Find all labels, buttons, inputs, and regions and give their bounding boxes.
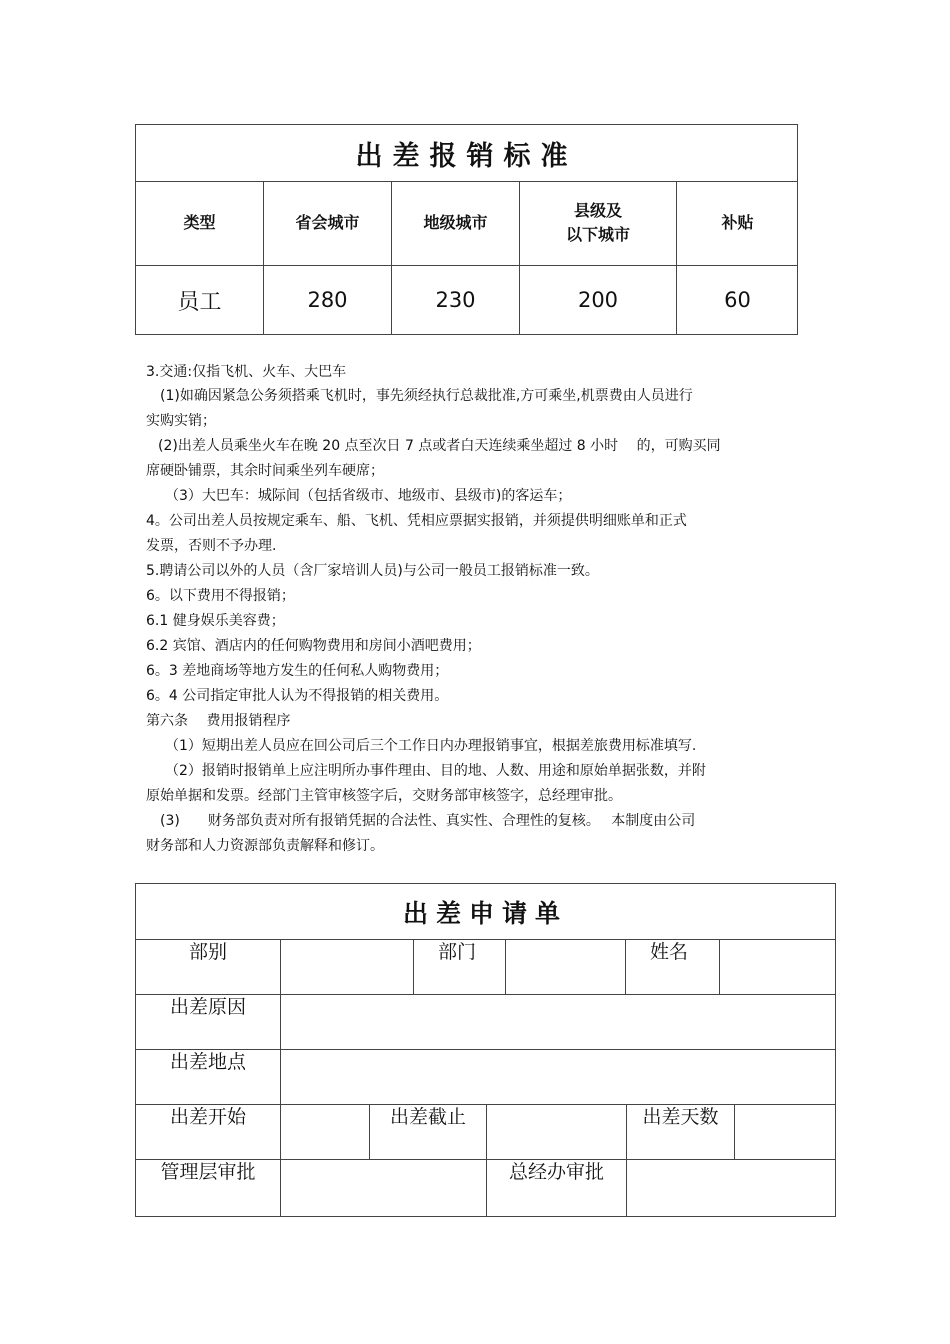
paragraph-line: 原始单据和发票。经部门主管审核签字后，交财务部审核签字，总经理审批。 bbox=[146, 788, 622, 804]
header-prefecture-city: 地级城市 bbox=[392, 181, 520, 265]
value-prefecture-city: 230 bbox=[392, 265, 520, 335]
management-approval-field[interactable] bbox=[281, 1159, 487, 1216]
gm-office-approval-field[interactable] bbox=[627, 1159, 835, 1216]
form-title: 出差申请单 bbox=[136, 884, 835, 940]
form-row-reason bbox=[136, 994, 835, 1050]
header-county-city: 县级及 以下城市 bbox=[520, 181, 677, 265]
label-management-approval: 管理层审批 bbox=[136, 1159, 281, 1216]
standard-table-header-row bbox=[136, 181, 797, 266]
end-field[interactable] bbox=[487, 1104, 627, 1159]
location-field[interactable] bbox=[281, 1049, 835, 1104]
paragraph-line: (2)出差人员乘坐火车在晚 20 点至次日 7 点或者白天连续乘坐超过 8 小时 的，可购买同 bbox=[158, 438, 721, 454]
paragraph-line: （1）短期出差人员应在回公司后三个工作日内办理报销事宜，根据差旅费用标准填写. bbox=[165, 738, 697, 754]
form-row-dates bbox=[136, 1104, 835, 1160]
standard-table-row-employee bbox=[136, 265, 797, 335]
paragraph-line: 实购实销； bbox=[146, 413, 216, 429]
form-row-location bbox=[136, 1049, 835, 1105]
section-heading: 第六条 费用报销程序 bbox=[146, 713, 291, 729]
paragraph-line: (1)如确因紧急公务须搭乘飞机时，事先须经执行总裁批准,方可乘坐,机票费由人员进行 bbox=[160, 388, 693, 404]
paragraph-line: （2）报销时报销单上应注明所办事件理由、目的地、人数、用途和原始单据张数，并附 bbox=[165, 763, 706, 779]
paragraph-line: （3）大巴车：城际间（包括省级市、地级市、县级市)的客运车； bbox=[165, 488, 572, 504]
paragraph-line: (3) 财务部负责对所有报销凭据的合法性、真实性、合理性的复核。 本制度由公司 bbox=[160, 813, 696, 829]
paragraph-line: 4。公司出差人员按规定乘车、船、飞机、凭相应票据实报销，并须提供明细账单和正式 bbox=[146, 513, 687, 529]
row-label-employee: 员工 bbox=[136, 265, 264, 335]
label-days: 出差天数 bbox=[627, 1104, 735, 1159]
label-reason: 出差原因 bbox=[136, 994, 281, 1049]
form-row-identity bbox=[136, 939, 835, 995]
department-field[interactable] bbox=[506, 939, 626, 994]
name-field[interactable] bbox=[720, 939, 835, 994]
reimbursement-standard-table bbox=[135, 124, 798, 335]
reason-field[interactable] bbox=[281, 994, 835, 1049]
header-allowance: 补贴 bbox=[721, 213, 754, 232]
label-location: 出差地点 bbox=[136, 1049, 281, 1104]
travel-application-form bbox=[135, 883, 836, 1217]
start-field[interactable] bbox=[281, 1104, 370, 1159]
paragraph-line: 席硬卧铺票，其余时间乘坐列车硬席； bbox=[146, 463, 384, 479]
paragraph-line: 发票，否则不予办理. bbox=[146, 538, 277, 554]
label-department: 部门 bbox=[414, 939, 506, 994]
label-name: 姓名 bbox=[626, 939, 720, 994]
header-type: 类型 bbox=[136, 181, 264, 265]
label-gm-office-approval: 总经办审批 bbox=[487, 1159, 627, 1216]
paragraph-line: 6.1 健身娱乐美容费； bbox=[146, 613, 285, 629]
paragraph-line: 3.交通:仅指飞机、火车、大巴车 bbox=[146, 364, 347, 380]
category-field[interactable] bbox=[281, 939, 414, 994]
value-allowance: 60 bbox=[724, 288, 751, 312]
paragraph-line: 6。4 公司指定审批人认为不得报销的相关费用。 bbox=[146, 688, 449, 704]
header-provincial-city: 省会城市 bbox=[264, 181, 392, 265]
paragraph-line: 6。以下费用不得报销； bbox=[146, 588, 295, 604]
label-start: 出差开始 bbox=[136, 1104, 281, 1159]
paragraph-line: 6.2 宾馆、酒店内的任何购物费用和房间小酒吧费用； bbox=[146, 638, 481, 654]
standard-table-title: 出差报销标准 bbox=[136, 125, 797, 182]
paragraph-line: 5.聘请公司以外的人员（含厂家培训人员)与公司一般员工报销标准一致。 bbox=[146, 563, 599, 579]
label-end: 出差截止 bbox=[370, 1104, 487, 1159]
form-row-approvals bbox=[136, 1159, 835, 1216]
value-provincial-city: 280 bbox=[264, 265, 392, 335]
paragraph-line: 财务部和人力资源部负责解释和修订。 bbox=[146, 838, 384, 854]
days-field[interactable] bbox=[735, 1104, 835, 1159]
label-category: 部别 bbox=[136, 939, 281, 994]
paragraph-line: 6。3 差地商场等地方发生的任何私人购物费用； bbox=[146, 663, 449, 679]
value-county-city: 200 bbox=[520, 265, 677, 335]
